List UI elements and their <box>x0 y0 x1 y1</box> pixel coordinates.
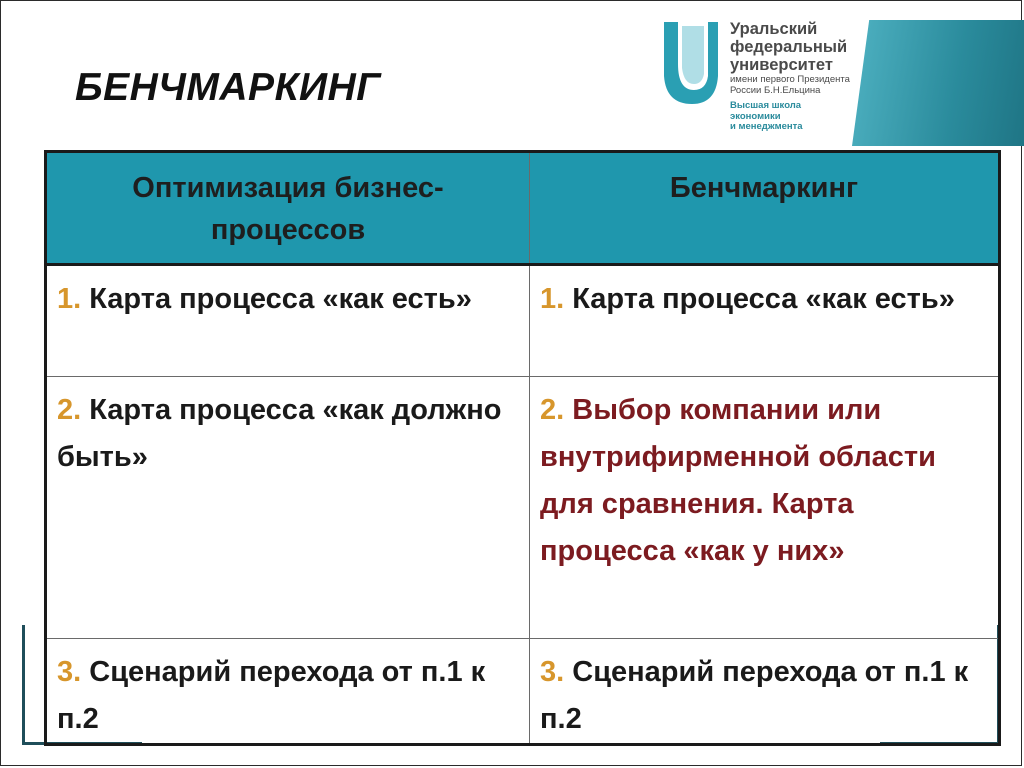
corner-ornament <box>22 625 25 745</box>
table-cell <box>530 639 1000 745</box>
logo-line: Уральский <box>730 20 818 38</box>
step-text: Сценарий перехода от п.1 к п.2 <box>540 656 969 735</box>
logo-line: экономики <box>730 110 781 122</box>
logo-line: России Б.Н.Ельцина <box>730 85 821 96</box>
logo-line: федеральный <box>730 38 848 56</box>
step-number: 3. <box>57 656 82 688</box>
step-number: 1. <box>540 283 565 315</box>
slide-title: БЕНЧМАРКИНГ <box>75 66 381 109</box>
logo-line: университет <box>730 56 833 74</box>
step-text: Карта процесса «как есть» <box>572 283 955 315</box>
table-cell <box>46 377 530 639</box>
step-text: Выбор компании или внутрифирменной области для сравнения. Карта процесса «как у них» <box>540 394 936 567</box>
step-text: Сценарий перехода от п.1 к п.2 <box>57 656 486 735</box>
university-logo <box>660 16 1024 146</box>
comparison-table <box>44 150 1001 746</box>
logo-line: и менеджмента <box>730 121 803 132</box>
step-text: Карта процесса «как должно быть» <box>57 394 502 473</box>
column-header: Бенчмаркинг <box>530 152 1000 265</box>
table-row <box>46 265 1000 377</box>
table-row <box>46 639 1000 745</box>
step-text: Карта процесса «как есть» <box>89 283 472 315</box>
logo-line: Высшая школа <box>730 100 802 111</box>
table-cell <box>530 377 1000 639</box>
step-number: 2. <box>540 394 565 426</box>
table-header-row <box>46 152 1000 265</box>
table-cell <box>46 639 530 745</box>
urfu-u-mark-icon <box>660 18 724 110</box>
logo-text <box>730 20 880 133</box>
table-cell <box>46 265 530 377</box>
table-cell <box>530 265 1000 377</box>
column-header: Оптимизация бизнес-процессов <box>46 152 530 265</box>
table-row <box>46 377 1000 639</box>
logo-line: имени первого Президента <box>730 74 850 85</box>
step-number: 3. <box>540 656 565 688</box>
step-number: 2. <box>57 394 82 426</box>
step-number: 1. <box>57 283 82 315</box>
